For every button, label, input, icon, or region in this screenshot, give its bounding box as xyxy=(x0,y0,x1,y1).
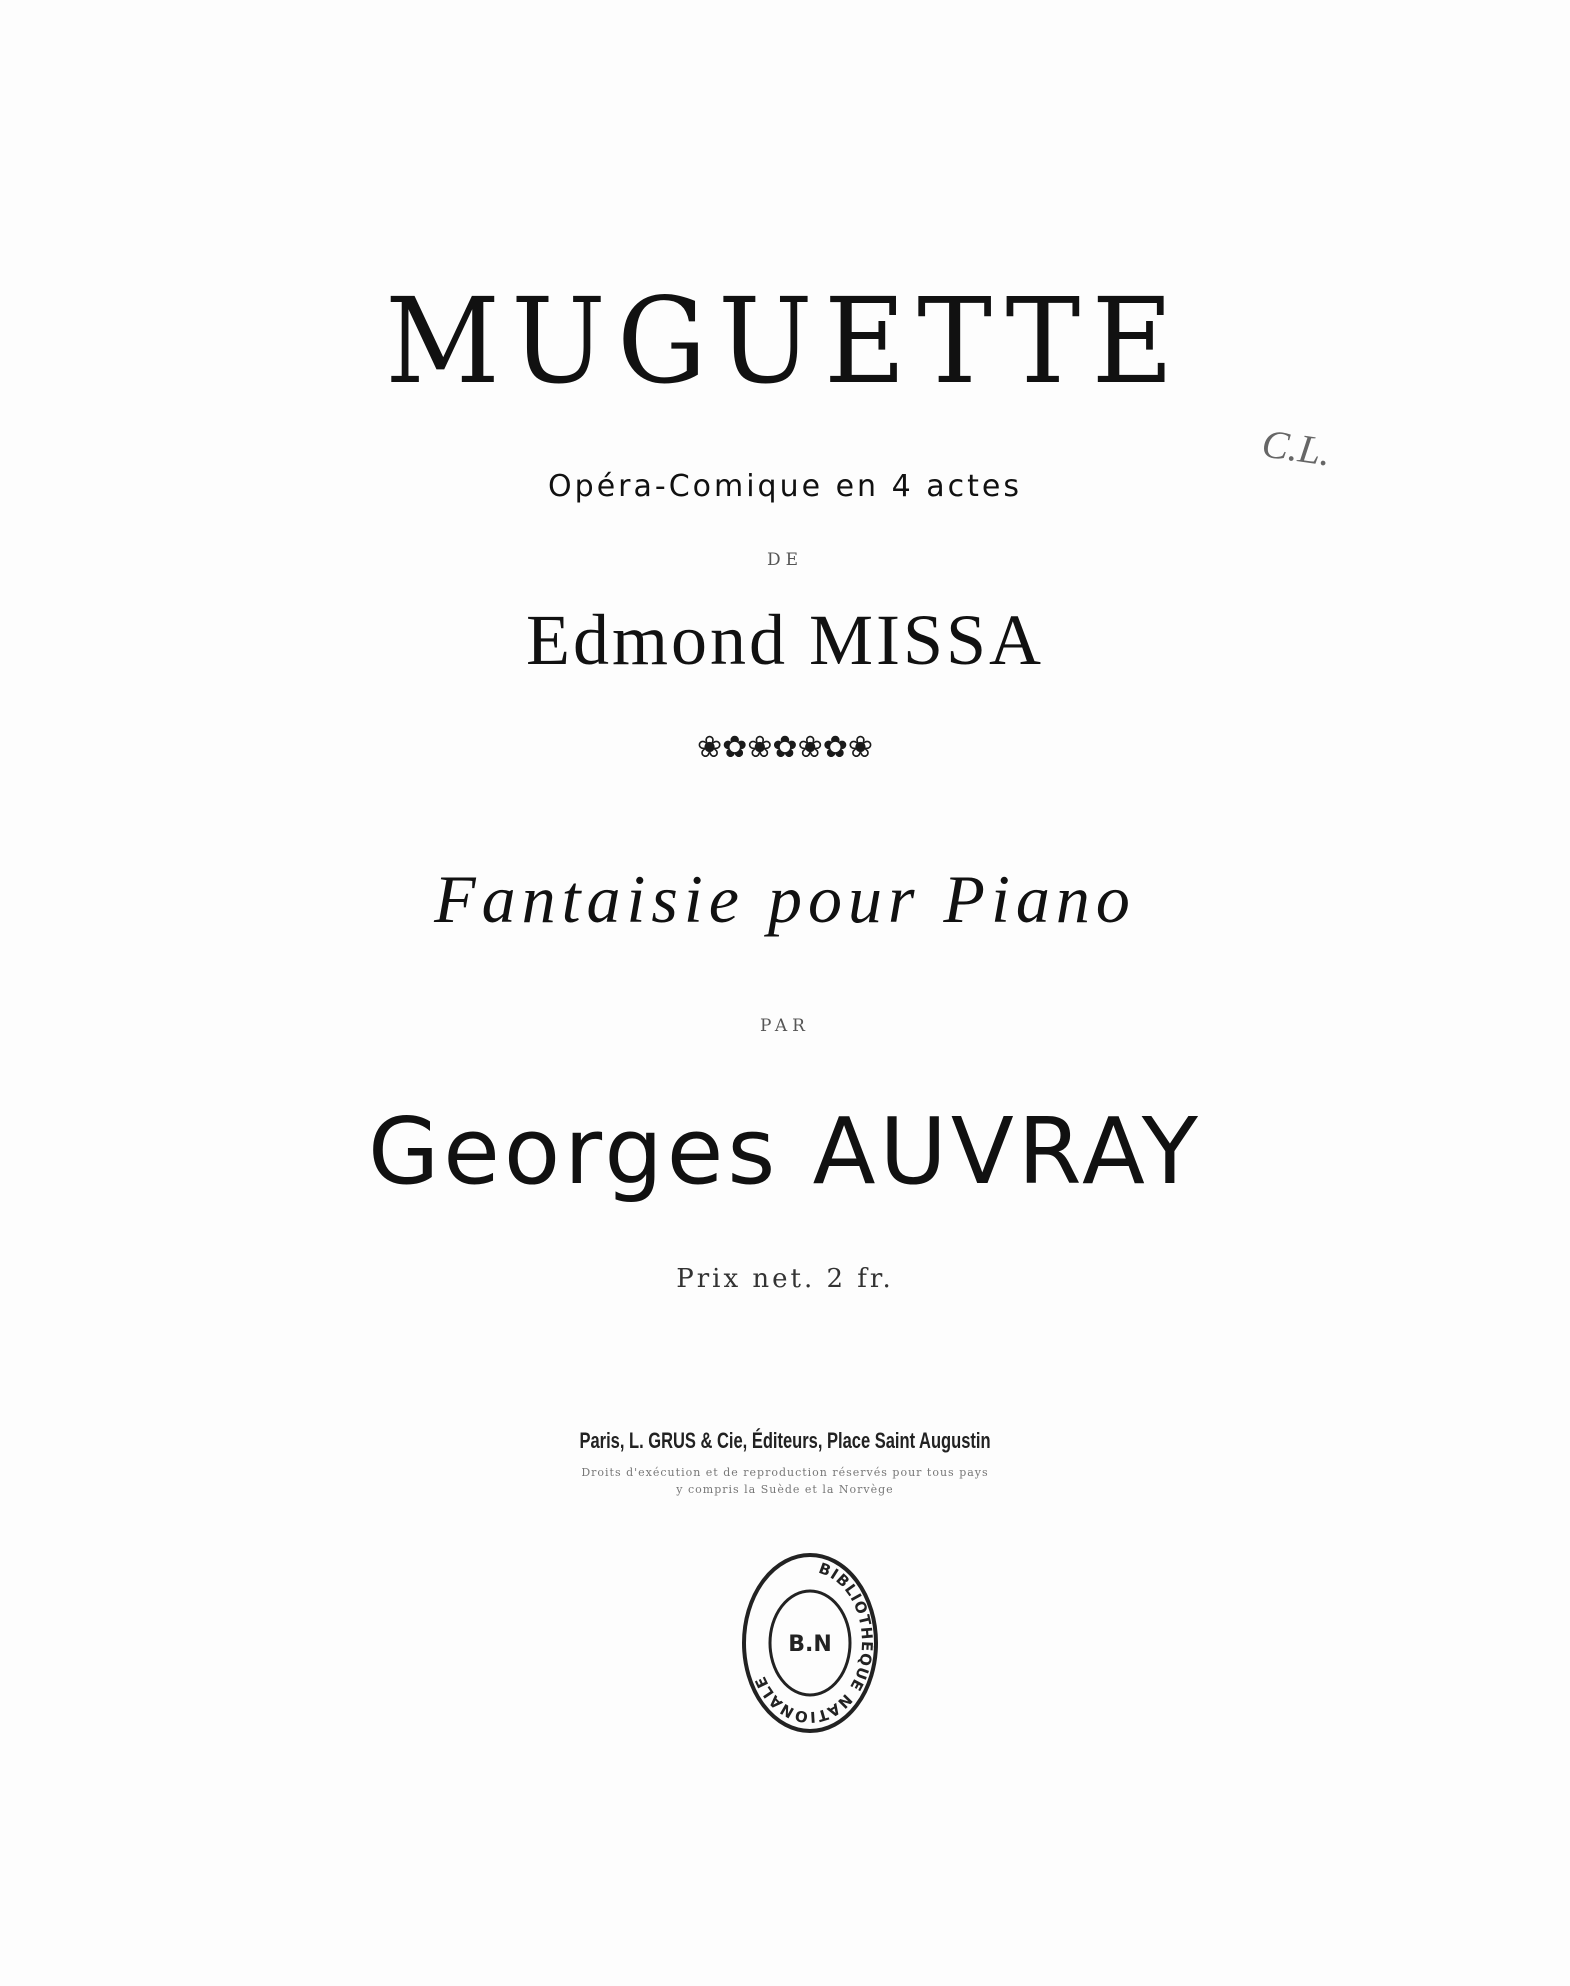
rights-notice-line-2: y compris la Suède et la Norvège xyxy=(676,1483,894,1496)
ornament-divider xyxy=(0,730,1570,765)
de-label: DE xyxy=(766,550,804,570)
stamp-center-text: B.N xyxy=(788,1632,832,1657)
composer-name: Edmond MISSA xyxy=(525,600,1045,680)
opera-subtitle: Opéra-Comique en 4 actes xyxy=(548,469,1022,504)
work-title: Fantaisie pour Piano xyxy=(434,861,1136,937)
ornament-glyphs: ❀✿❀✿❀✿❀ xyxy=(697,730,873,765)
library-stamp xyxy=(740,1550,880,1736)
publisher-imprint: Paris, L. GRUS & Cie, Éditeurs, Place Saint Augustin xyxy=(579,1428,991,1453)
opera-title: MUGUETTE xyxy=(385,272,1185,410)
rights-notice-line-1: Droits d'exécution et de reproduction réservés pour tous pays xyxy=(581,1466,989,1479)
handwritten-annotation: C.L. xyxy=(1259,420,1334,475)
arranger-name: Georges AUVRAY xyxy=(368,1098,1202,1205)
library-stamp-icon xyxy=(740,1550,880,1736)
stamp-ring-text: BIBLIOTHÈQUE NATIONALE xyxy=(751,1559,877,1727)
price-text: Prix net. 2 fr. xyxy=(676,1264,894,1294)
par-label: PAR xyxy=(760,1016,810,1036)
